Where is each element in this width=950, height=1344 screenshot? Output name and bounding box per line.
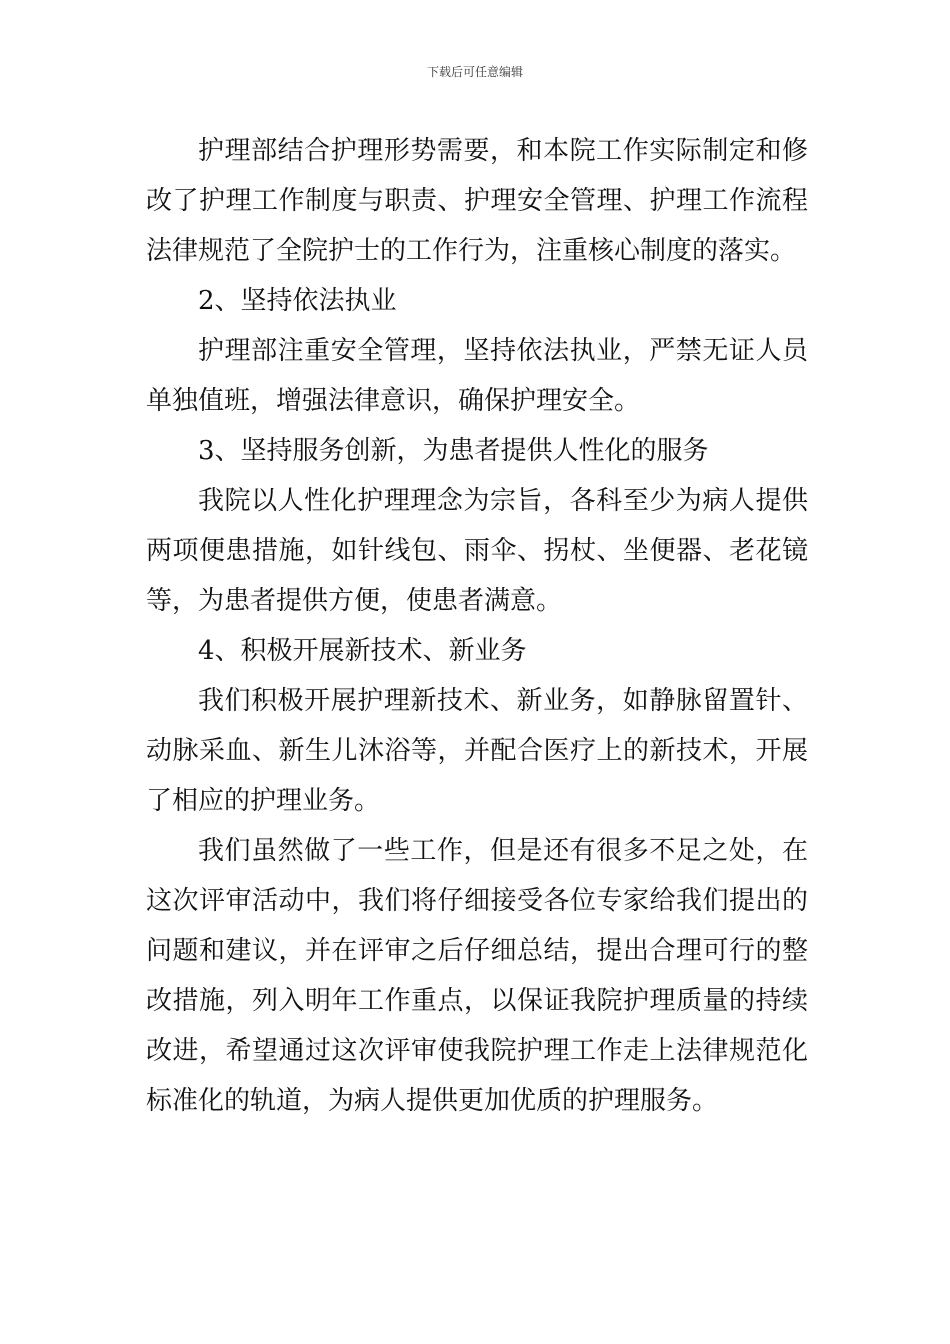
paragraph-service-innovation: 我院以人性化护理理念为宗旨，各科至少为病人提供两项便患措施，如针线包、雨伞、拐杖、坐便器、老花镜等，为患者提供方便，使患者满意。 — [146, 486, 808, 616]
paragraph-nursing-system: 护理部结合护理形势需要，和本院工作实际制定和修改了护理工作制度与职责、护理安全管理、护理工作流程法律规范了全院护士的工作行为，注重核心制度的落实。 — [146, 136, 808, 266]
page-header: 下载后可任意编辑 — [426, 65, 523, 79]
document-body — [146, 126, 808, 1126]
paragraph-conclusion: 我们虽然做了一些工作，但是还有很多不足之处，在这次评审活动中，我们将仔细接受各位专家给我们提出的问题和建议，并在评审之后仔细总结，提出合理可行的整改措施，列入明年工作重点，以保证我院护理质量的持续改进，希望通过这次评审使我院护理工作走上法律规范化标准化的轨道，为病人提供更加优质的护理服务。 — [146, 836, 808, 1116]
heading-lawful-practice: 2、坚持依法执业 — [198, 286, 397, 316]
heading-new-technology: 4、积极开展新技术、新业务 — [198, 636, 527, 666]
heading-service-innovation: 3、坚持服务创新，为患者提供人性化的服务 — [198, 436, 709, 466]
paragraph-new-technology: 我们积极开展护理新技术、新业务，如静脉留置针、动脉采血、新生儿沐浴等，并配合医疗上的新技术，开展了相应的护理业务。 — [146, 686, 808, 816]
paragraph-lawful-practice: 护理部注重安全管理，坚持依法执业，严禁无证人员单独值班，增强法律意识，确保护理安全。 — [146, 336, 808, 416]
